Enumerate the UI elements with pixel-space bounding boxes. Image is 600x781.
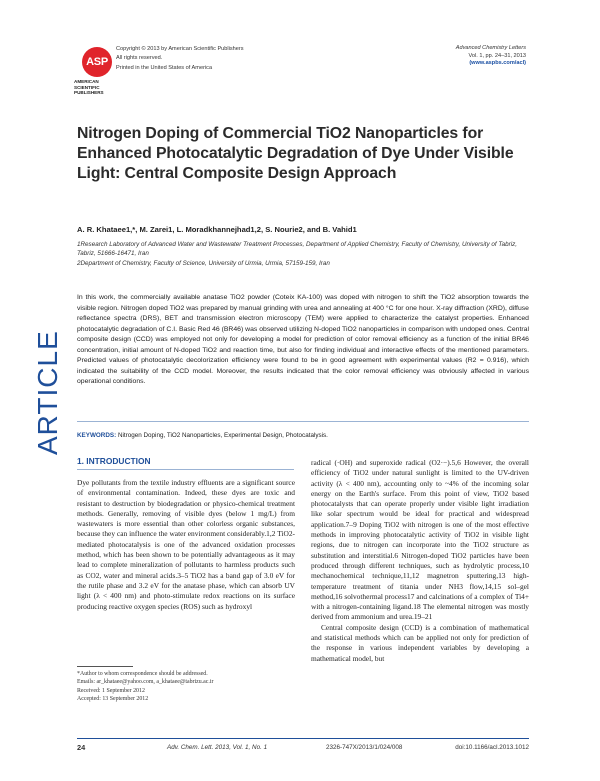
intro-paragraph-3: Central composite design (CCD) is a combination of mathematical and statistical methods which can be applied not only for prediction of the response in various independent variables by developing a mathematical model, but xyxy=(311,622,529,663)
affiliation-1: 1Research Laboratory of Advanced Water and Wastewater Treatment Processes, Department of Applied Chemistry, Faculty of Chemistry, University of Tabriz, Tabriz, 51666-16471, Iran xyxy=(77,241,518,258)
footnote-divider xyxy=(77,666,133,667)
article-type-label: ARTICLE xyxy=(32,330,63,455)
intro-paragraph-2: radical (·OH) and superoxide radical (O2·−).5,6 However, the overall efficiency of TiO2 under natural sunlight is limited to the UV-driven activity (λ < 400 nm), accounting only to ~4% of the incoming solar energy on the Earth's surface. From this point of view, TiO2 based photocatalysts that can operate properly under visible light irradiation like solar spectrum would be ideal for practical and widespread application.7–9 Doping TiO2 with nitrogen is one of the most effective methods in improving photocatalytic activity of TiO2 in visible light regions, due to nitrogen can incorporate into the TiO2 structure as substitution and interstitial.6 Nitrogen-doped TiO2 particles have been produced through different techniques, such as hydrolytic process,10 mechanochemical technique,11,12 magnetron sputtering,13 high-temperature treatment of titania under NH3 flow,14,15 sol–gel method,16 solvothermal process17 and calcinations of a complex of Ti4+ with a nitrogen-containing ligand.18 The elemental nitrogen was mostly derived from ammonium and urea.19–21 xyxy=(311,458,529,622)
paper-title: Nitrogen Doping of Commercial TiO2 Nanoparticles for Enhanced Photocatalytic Degradation of Dye Under Visible Light: Central Composite Design Approach xyxy=(77,125,514,182)
keywords-divider xyxy=(77,421,529,422)
section-heading: 1. INTRODUCTION xyxy=(77,456,151,466)
printed-line: Printed in the United States of America xyxy=(116,64,213,71)
footer-issn: 2326-747X/2013/1/024/008 xyxy=(326,744,403,751)
footnote-corresponding: *Author to whom correspondence should be addressed. xyxy=(77,671,208,677)
body-column-left xyxy=(77,478,295,612)
section-divider xyxy=(77,469,294,470)
body-column-right xyxy=(311,458,529,664)
footer-doi: doi:10.1166/acl.2013.1012 xyxy=(455,744,529,751)
abstract-text: In this work, the commercially available anatase TiO2 powder (Coteix KA-100) was doped with nitrogen to shift the TiO2 absorption towards the visible region. Nitrogen doped TiO2 was prepared by manual grinding with urea and annealing at 400 °C for one hour. X-ray diffraction (XRD), diffuse reflectance spectra (DRS), BET and transmission electron microscopy (TEM) were applied to characterize the catalyst properties. Enhanced photocatalytic degradation of C.I. Basic Red 46 (BR46) was observed utilizing N-doped TiO2 nanoparticles in comparison with undoped ones. Central composite design (CCD) was employed not only for developing a model for prediction of color removal efficiency as a function of the initial BR46 concentration, initial amount of N-doped TiO2 and reaction time, but also for finding individual and interactive effects of the mentioned parameters. Predicted values of photocatalytic decolorization efficiency were found to be in good agreement with experimental values (R2 = 0.916), which indicated the suitability of the CCD model. Moreover, the results indicated that the color removal efficiency was obviously affected in various operational conditions. xyxy=(77,294,529,385)
author-list: A. R. Khataee1,*, M. Zarei1, L. Moradkhannejhad1,2, S. Nourie2, and B. Vahid1 xyxy=(77,225,357,234)
journal-url-link[interactable]: (www.aspbs.com/acl) xyxy=(469,60,526,67)
journal-name: Advanced Chemistry Letters xyxy=(455,45,526,51)
journal-volume: Vol. 1, pp. 24–31, 2013 xyxy=(468,52,526,59)
footer-divider xyxy=(77,738,529,739)
keywords-line xyxy=(77,432,328,439)
intro-paragraph-1: Dye pollutants from the textile industry effluents are a significant source of environmental contamination. Indeed, these dyes are toxic and resistant to destruction by biodegradation or physico-chemical treatment methods. Generally, removing of visible dyes (below 1 mg/L) from wastewaters is more essential than other colorless organic substances, because they can influence the water environment considerably.1,2 TiO2-mediated photocatalysis is one of the advanced oxidation processes method, which has been shown to be potentially advantageous as it may lead to complete mineralization of pollutants to harmless products such as CO2, water and mineral acids.3–5 TiO2 has a band gap of 3.0 eV for the rutile phase and 3.2 eV for the anatase phase, which can absorb UV light (λ < 400 nm) and photo-stimulate redox reactions on its surface producing reactive oxygen species (ROS) such as hydroxyl xyxy=(77,478,295,611)
footer-citation: Adv. Chem. Lett. 2013, Vol. 1, No. 1 xyxy=(167,744,268,751)
rights-line: All rights reserved. xyxy=(116,55,163,62)
footnote-accepted: Accepted: 13 September 2012 xyxy=(77,696,149,703)
copyright-block xyxy=(116,45,244,73)
footnotes xyxy=(77,670,295,704)
copyright-line: Copyright © 2013 by American Scientific Publishers xyxy=(116,46,244,52)
keywords-label: KEYWORDS: xyxy=(77,432,117,439)
keywords-list: Nitrogen Doping, TiO2 Nanoparticles, Experimental Design, Photocatalysis. xyxy=(117,432,328,439)
footnote-received: Received: 1 September 2012 xyxy=(77,687,145,694)
publisher-logo: ASP xyxy=(82,47,112,77)
affiliation-2: 2Department of Chemistry, Faculty of Science, University of Urmia, Urmia, 57159-159, Iran xyxy=(77,259,330,267)
journal-info xyxy=(456,45,526,68)
publisher-name: AMERICAN SCIENTIFIC PUBLISHERS xyxy=(74,79,104,95)
footnote-emails: Emails: ar_khataee@yahoo.com, a_khataee@tabrizu.ac.ir xyxy=(77,679,214,686)
affiliations xyxy=(77,240,537,268)
page-number: 24 xyxy=(77,743,86,752)
